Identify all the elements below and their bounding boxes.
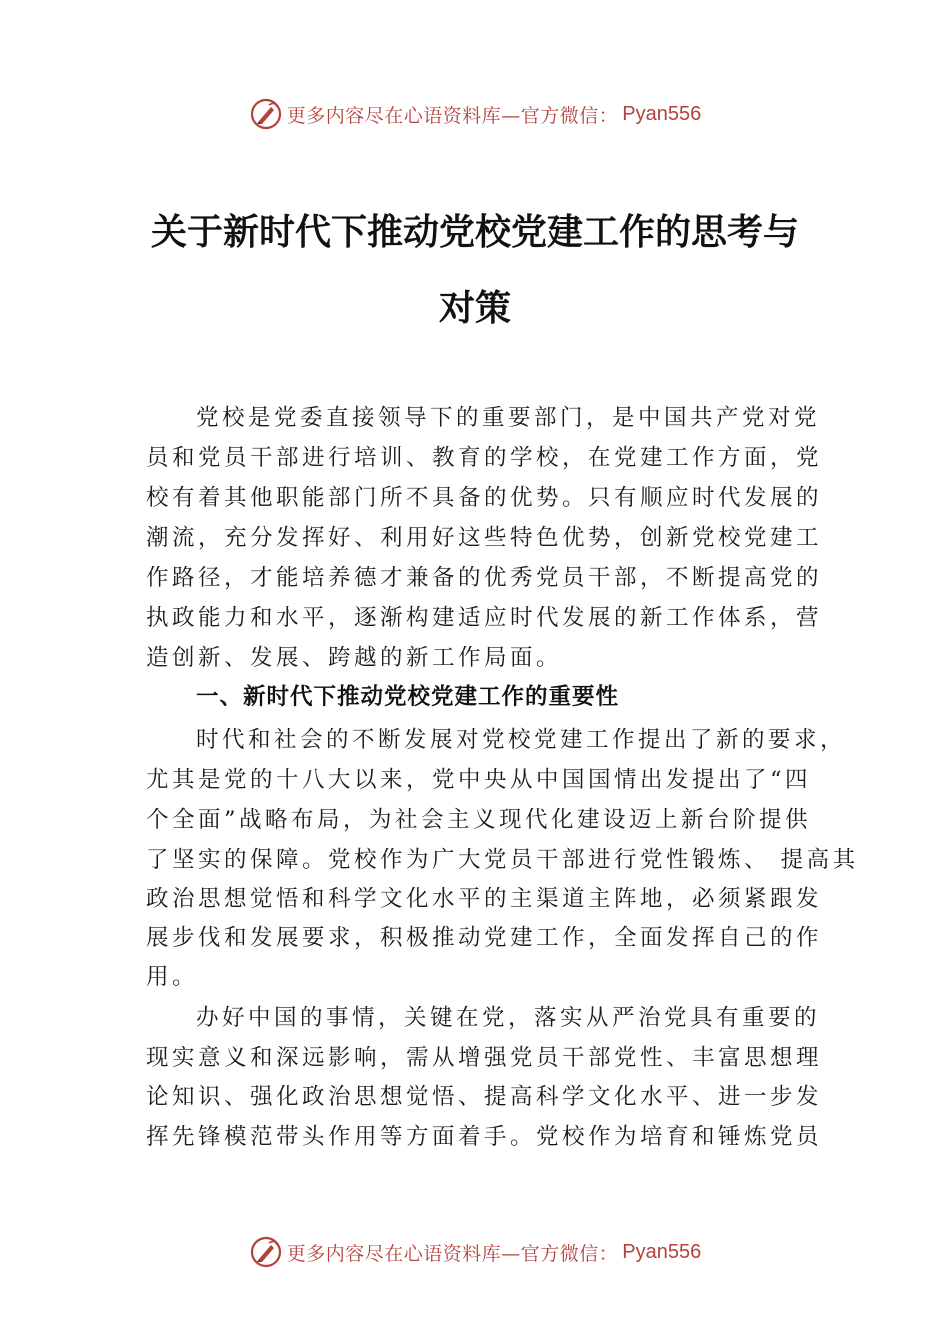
paragraph1-line: 执政能力和水平，逐渐构建适应时代发展的新工作体系，营	[146, 605, 823, 631]
section-heading: 一、新时代下推动党校党建工作的重要性	[196, 684, 620, 710]
paragraph3-line: 办好中国的事情，关键在党，落实从严治党具有重要的	[196, 1005, 821, 1031]
paragraph1-line: 党校是党委直接领导下的重要部门，是中国共产党对党	[196, 405, 821, 431]
paragraph2-line: 尤其是党的十八大以来，党中央从中国国情出发提出了“四	[146, 767, 812, 793]
paragraph1-line: 校有着其他职能部门所不具备的优势。只有顺应时代发展的	[146, 485, 823, 511]
footer-banner	[0, 1232, 950, 1272]
header-banner	[0, 94, 950, 134]
paragraph2-line: 用。	[146, 964, 199, 990]
pen-logo-icon	[249, 97, 283, 131]
banner-text: 更多内容尽在心语资料库—官方微信：	[286, 104, 619, 127]
paragraph2-line: 政治思想觉悟和科学文化水平的主渠道主阵地，必须紧跟发	[146, 886, 823, 912]
document-title-line2: 对策	[438, 287, 511, 329]
banner-wechat-id: Pyan556	[622, 102, 702, 125]
paragraph2-line: 个全面”战略布局，为社会主义现代化建设迈上新台阶提供	[146, 807, 812, 833]
document-title-line1: 关于新时代下推动党校党建工作的思考与	[150, 211, 799, 253]
paragraph3-line: 论知识、强化政治思想觉悟、提高科学文化水平、进一步发	[146, 1084, 823, 1110]
banner-wechat-id: Pyan556	[622, 1240, 702, 1263]
paragraph1-line: 造创新、发展、跨越的新工作局面。	[146, 645, 563, 671]
paragraph3-line: 挥先锋模范带头作用等方面着手。党校作为培育和锤炼党员	[146, 1124, 823, 1150]
paragraph1-line: 潮流，充分发挥好、利用好这些特色优势，创新党校党建工	[146, 525, 823, 551]
paragraph2-line: 展步伐和发展要求，积极推动党建工作，全面发挥自己的作	[146, 925, 823, 951]
paragraph2-line: 了坚实的保障。党校作为广大党员干部进行党性锻炼、 提高其	[146, 847, 859, 873]
paragraph3-line: 现实意义和深远影响，需从增强党员干部党性、丰富思想理	[146, 1045, 823, 1071]
paragraph2-line: 时代和社会的不断发展对党校党建工作提出了新的要求，	[196, 727, 847, 753]
banner-text: 更多内容尽在心语资料库—官方微信：	[286, 1242, 619, 1265]
paragraph1-line: 作路径，才能培养德才兼备的优秀党员干部，不断提高党的	[146, 565, 823, 591]
paragraph1-line: 员和党员干部进行培训、教育的学校，在党建工作方面，党	[146, 445, 823, 471]
pen-logo-icon	[249, 1235, 283, 1269]
